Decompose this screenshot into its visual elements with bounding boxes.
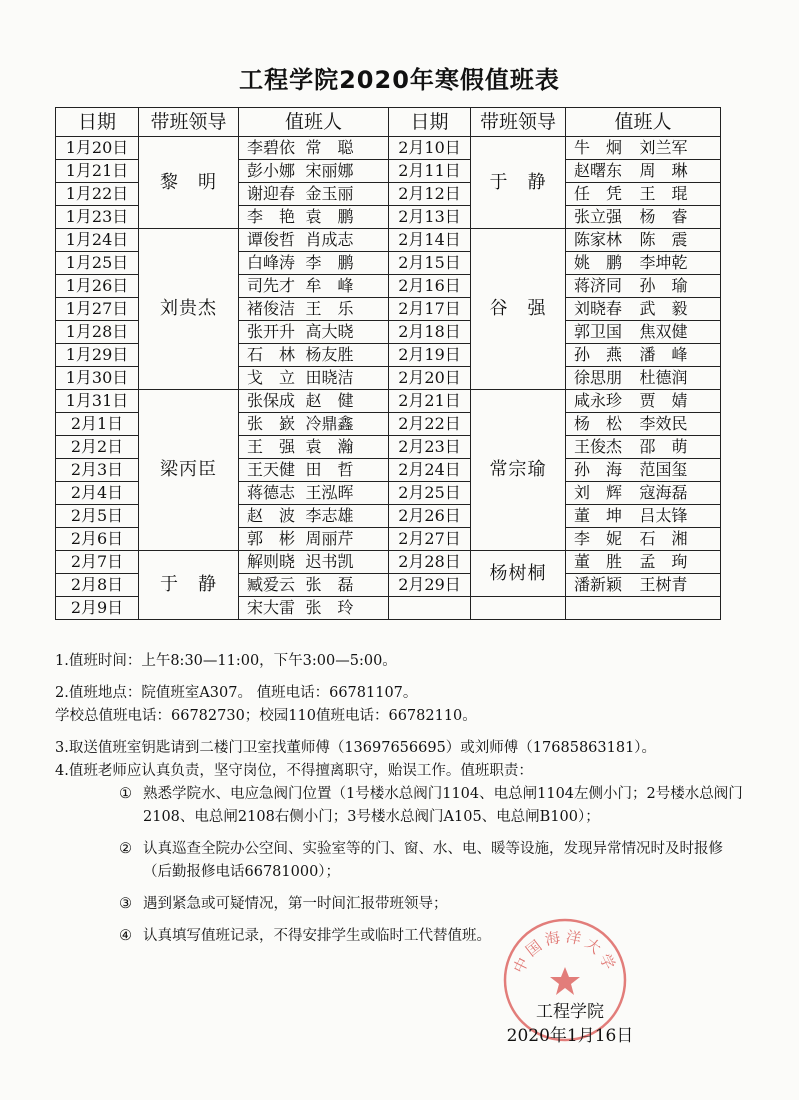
- staff-cell: 袁 鹏: [304, 206, 389, 229]
- duty-list: [119, 783, 745, 948]
- staff-cell: 田晓洁: [304, 367, 389, 390]
- staff-cell: [566, 597, 638, 620]
- date-cell: 2月8日: [56, 574, 139, 597]
- staff-cell: 杨友胜: [304, 344, 389, 367]
- signature-date: 2020年1月16日: [506, 1026, 634, 1046]
- staff-cell: 王泓晖: [304, 482, 389, 505]
- staff-cell: 周 琳: [638, 160, 721, 183]
- staff-cell: 张立强: [566, 206, 638, 229]
- staff-cell: 臧爱云: [239, 574, 304, 597]
- note-school-phones: 学校总值班电话：66782730；校园110值班电话：66782110。: [55, 708, 477, 724]
- duty-table: [55, 107, 721, 620]
- staff-cell: 戈 立: [239, 367, 304, 390]
- staff-cell: 牛 炯: [566, 137, 638, 160]
- staff-cell: 徐思朋: [566, 367, 638, 390]
- duty-item: [119, 838, 745, 884]
- staff-cell: 李 鹏: [304, 252, 389, 275]
- leader-cell: 于 静: [471, 137, 566, 229]
- staff-cell: 陈 震: [638, 229, 721, 252]
- date-cell: 2月3日: [56, 459, 139, 482]
- note-keys: 3.取送值班室钥匙请到二楼门卫室找董师傅（13697656695）或刘师傅（17685863181）。: [55, 740, 657, 756]
- staff-cell: 解则晓: [239, 551, 304, 574]
- date-cell: 1月29日: [56, 344, 139, 367]
- leader-cell: 刘贵杰: [139, 229, 239, 390]
- date-cell: 2月17日: [389, 298, 471, 321]
- date-cell: 1月31日: [56, 390, 139, 413]
- staff-cell: 孙 燕: [566, 344, 638, 367]
- staff-cell: 迟书凯: [304, 551, 389, 574]
- staff-cell: 高大晓: [304, 321, 389, 344]
- date-cell: 2月19日: [389, 344, 471, 367]
- staff-cell: 刘 辉: [566, 482, 638, 505]
- date-cell: 2月22日: [389, 413, 471, 436]
- duty-item: [119, 783, 745, 829]
- staff-cell: 孙 瑜: [638, 275, 721, 298]
- staff-cell: 邵 萌: [638, 436, 721, 459]
- staff-cell: 杨 松: [566, 413, 638, 436]
- date-cell: 1月23日: [56, 206, 139, 229]
- staff-cell: 冷鼎鑫: [304, 413, 389, 436]
- table-row: [56, 551, 721, 574]
- header-staff: 值班人: [239, 108, 389, 137]
- date-cell: 2月10日: [389, 137, 471, 160]
- staff-cell: 焦双健: [638, 321, 721, 344]
- staff-cell: 吕太锋: [638, 505, 721, 528]
- staff-cell: 郭 彬: [239, 528, 304, 551]
- staff-cell: 赵曙东: [566, 160, 638, 183]
- duty-item: [119, 893, 745, 916]
- table-row: [56, 390, 721, 413]
- staff-cell: 石 湘: [638, 528, 721, 551]
- staff-cell: 潘新颖: [566, 574, 638, 597]
- staff-cell: 张保成: [239, 390, 304, 413]
- date-cell: 2月2日: [56, 436, 139, 459]
- staff-cell: 宋丽娜: [304, 160, 389, 183]
- staff-cell: 姚 鹏: [566, 252, 638, 275]
- date-cell: 2月14日: [389, 229, 471, 252]
- header-leader-2: 带班领导: [471, 108, 566, 137]
- duty-text: 熟悉学院水、电应急阀门位置（1号楼水总阀门1104、电总闸1104左侧小门；2号楼水总阀门2108、电总闸2108右侧小门；3号楼水总阀门A105、电总闸B100）；: [143, 786, 743, 825]
- leader-cell: 谷 强: [471, 229, 566, 390]
- staff-cell: 董 胜: [566, 551, 638, 574]
- staff-cell: 孟 珣: [638, 551, 721, 574]
- date-cell: 1月28日: [56, 321, 139, 344]
- note-duty-time: 1.值班时间：上午8:30—11:00，下午3:00—5:00。: [55, 653, 397, 669]
- date-cell: 2月15日: [389, 252, 471, 275]
- staff-cell: 王俊杰: [566, 436, 638, 459]
- staff-cell: 陈家林: [566, 229, 638, 252]
- date-cell: 1月22日: [56, 183, 139, 206]
- staff-cell: 肖成志: [304, 229, 389, 252]
- svg-text:中国海洋大学: 中国海洋大学: [509, 927, 621, 977]
- staff-cell: 王 强: [239, 436, 304, 459]
- staff-cell: 谭俊哲: [239, 229, 304, 252]
- note-duty-location: 2.值班地点：院值班室A307。 值班电话：66781107。: [55, 685, 418, 701]
- note-responsibilities: 4.值班老师应认真负责，坚守岗位，不得擅离职守，贻误工作。值班职责：: [55, 763, 533, 779]
- staff-cell: 张 嶔: [239, 413, 304, 436]
- date-cell: 1月25日: [56, 252, 139, 275]
- staff-cell: 司先才: [239, 275, 304, 298]
- header-row: [56, 108, 721, 137]
- staff-cell: 褚俊洁: [239, 298, 304, 321]
- staff-cell: 李效民: [638, 413, 721, 436]
- date-cell: 1月20日: [56, 137, 139, 160]
- staff-cell: 张 磊: [304, 574, 389, 597]
- staff-cell: 张开升: [239, 321, 304, 344]
- leader-cell: 于 静: [139, 551, 239, 620]
- date-cell: 1月26日: [56, 275, 139, 298]
- staff-cell: 寇海磊: [638, 482, 721, 505]
- staff-cell: 王树青: [638, 574, 721, 597]
- leader-cell: 杨树桐: [471, 551, 566, 597]
- header-leader: 带班领导: [139, 108, 239, 137]
- staff-cell: 白峰涛: [239, 252, 304, 275]
- staff-cell: 王 琨: [638, 183, 721, 206]
- staff-cell: 武 毅: [638, 298, 721, 321]
- notes: [55, 650, 745, 957]
- staff-cell: 石 林: [239, 344, 304, 367]
- date-cell: 2月12日: [389, 183, 471, 206]
- staff-cell: 王 乐: [304, 298, 389, 321]
- duty-number: ④: [119, 928, 132, 944]
- staff-cell: 刘晓春: [566, 298, 638, 321]
- duty-text: 遇到紧急或可疑情况，第一时间汇报带班领导；: [143, 896, 448, 912]
- staff-cell: 任 凭: [566, 183, 638, 206]
- date-cell: 2月24日: [389, 459, 471, 482]
- duty-text: 认真填写值班记录，不得安排学生或临时工代替值班。: [143, 928, 491, 944]
- leader-cell: [471, 597, 566, 620]
- staff-cell: 赵 健: [304, 390, 389, 413]
- date-cell: 2月13日: [389, 206, 471, 229]
- date-cell: 2月4日: [56, 482, 139, 505]
- date-cell: 2月1日: [56, 413, 139, 436]
- header-date-2: 日期: [389, 108, 471, 137]
- date-cell: 2月6日: [56, 528, 139, 551]
- staff-cell: 刘兰军: [638, 137, 721, 160]
- staff-cell: 李志雄: [304, 505, 389, 528]
- date-cell: 2月26日: [389, 505, 471, 528]
- staff-cell: 田 哲: [304, 459, 389, 482]
- staff-cell: 宋大雷: [239, 597, 304, 620]
- staff-cell: 常 聪: [304, 137, 389, 160]
- date-cell: 2月5日: [56, 505, 139, 528]
- table-row: [56, 137, 721, 160]
- date-cell: 2月18日: [389, 321, 471, 344]
- date-cell: 2月25日: [389, 482, 471, 505]
- date-cell: 2月9日: [56, 597, 139, 620]
- staff-cell: 李坤乾: [638, 252, 721, 275]
- date-cell: 2月11日: [389, 160, 471, 183]
- header-staff-2: 值班人: [566, 108, 721, 137]
- staff-cell: 蒋济同: [566, 275, 638, 298]
- date-cell: 2月29日: [389, 574, 471, 597]
- duty-number: ③: [119, 896, 132, 912]
- duty-number: ②: [119, 841, 132, 857]
- leader-cell: 黎 明: [139, 137, 239, 229]
- date-cell: 2月27日: [389, 528, 471, 551]
- staff-cell: 张 玲: [304, 597, 389, 620]
- staff-cell: 潘 峰: [638, 344, 721, 367]
- duty-item: [119, 925, 745, 948]
- date-cell: 2月28日: [389, 551, 471, 574]
- staff-cell: 王天健: [239, 459, 304, 482]
- date-cell: 2月16日: [389, 275, 471, 298]
- staff-cell: 金玉丽: [304, 183, 389, 206]
- staff-cell: [638, 597, 721, 620]
- leader-cell: 常宗瑜: [471, 390, 566, 551]
- staff-cell: 李 艳: [239, 206, 304, 229]
- staff-cell: 周丽芹: [304, 528, 389, 551]
- staff-cell: 郭卫国: [566, 321, 638, 344]
- duty-body: [56, 137, 721, 620]
- date-cell: 2月7日: [56, 551, 139, 574]
- staff-cell: 杨 睿: [638, 206, 721, 229]
- staff-cell: 李碧依: [239, 137, 304, 160]
- staff-cell: 孙 海: [566, 459, 638, 482]
- staff-cell: 彭小娜: [239, 160, 304, 183]
- staff-cell: 李 妮: [566, 528, 638, 551]
- staff-cell: 袁 瀚: [304, 436, 389, 459]
- staff-cell: 范国玺: [638, 459, 721, 482]
- staff-cell: 咸永珍: [566, 390, 638, 413]
- date-cell: 2月23日: [389, 436, 471, 459]
- date-cell: 1月27日: [56, 298, 139, 321]
- date-cell: 1月21日: [56, 160, 139, 183]
- signature: [500, 1000, 640, 1048]
- staff-cell: 赵 波: [239, 505, 304, 528]
- staff-cell: 蒋德志: [239, 482, 304, 505]
- duty-text: 认真巡查全院办公空间、实验室等的门、窗、水、电、暖等设施，发现异常情况时及时报修（后勤报修电话66781000）；: [143, 841, 723, 880]
- staff-cell: 贾 婧: [638, 390, 721, 413]
- date-cell: 1月30日: [56, 367, 139, 390]
- leader-cell: 梁丙臣: [139, 390, 239, 551]
- table-row: [56, 229, 721, 252]
- date-cell: 2月20日: [389, 367, 471, 390]
- staff-cell: 牟 峰: [304, 275, 389, 298]
- duty-number: ①: [119, 786, 132, 802]
- staff-cell: 董 坤: [566, 505, 638, 528]
- page-title: 工程学院2020年寒假值班表: [239, 66, 560, 94]
- staff-cell: 谢迎春: [239, 183, 304, 206]
- signature-org: 工程学院: [536, 1002, 604, 1022]
- date-cell: [389, 597, 471, 620]
- date-cell: 2月21日: [389, 390, 471, 413]
- header-date: 日期: [56, 108, 139, 137]
- date-cell: 1月24日: [56, 229, 139, 252]
- staff-cell: 杜德润: [638, 367, 721, 390]
